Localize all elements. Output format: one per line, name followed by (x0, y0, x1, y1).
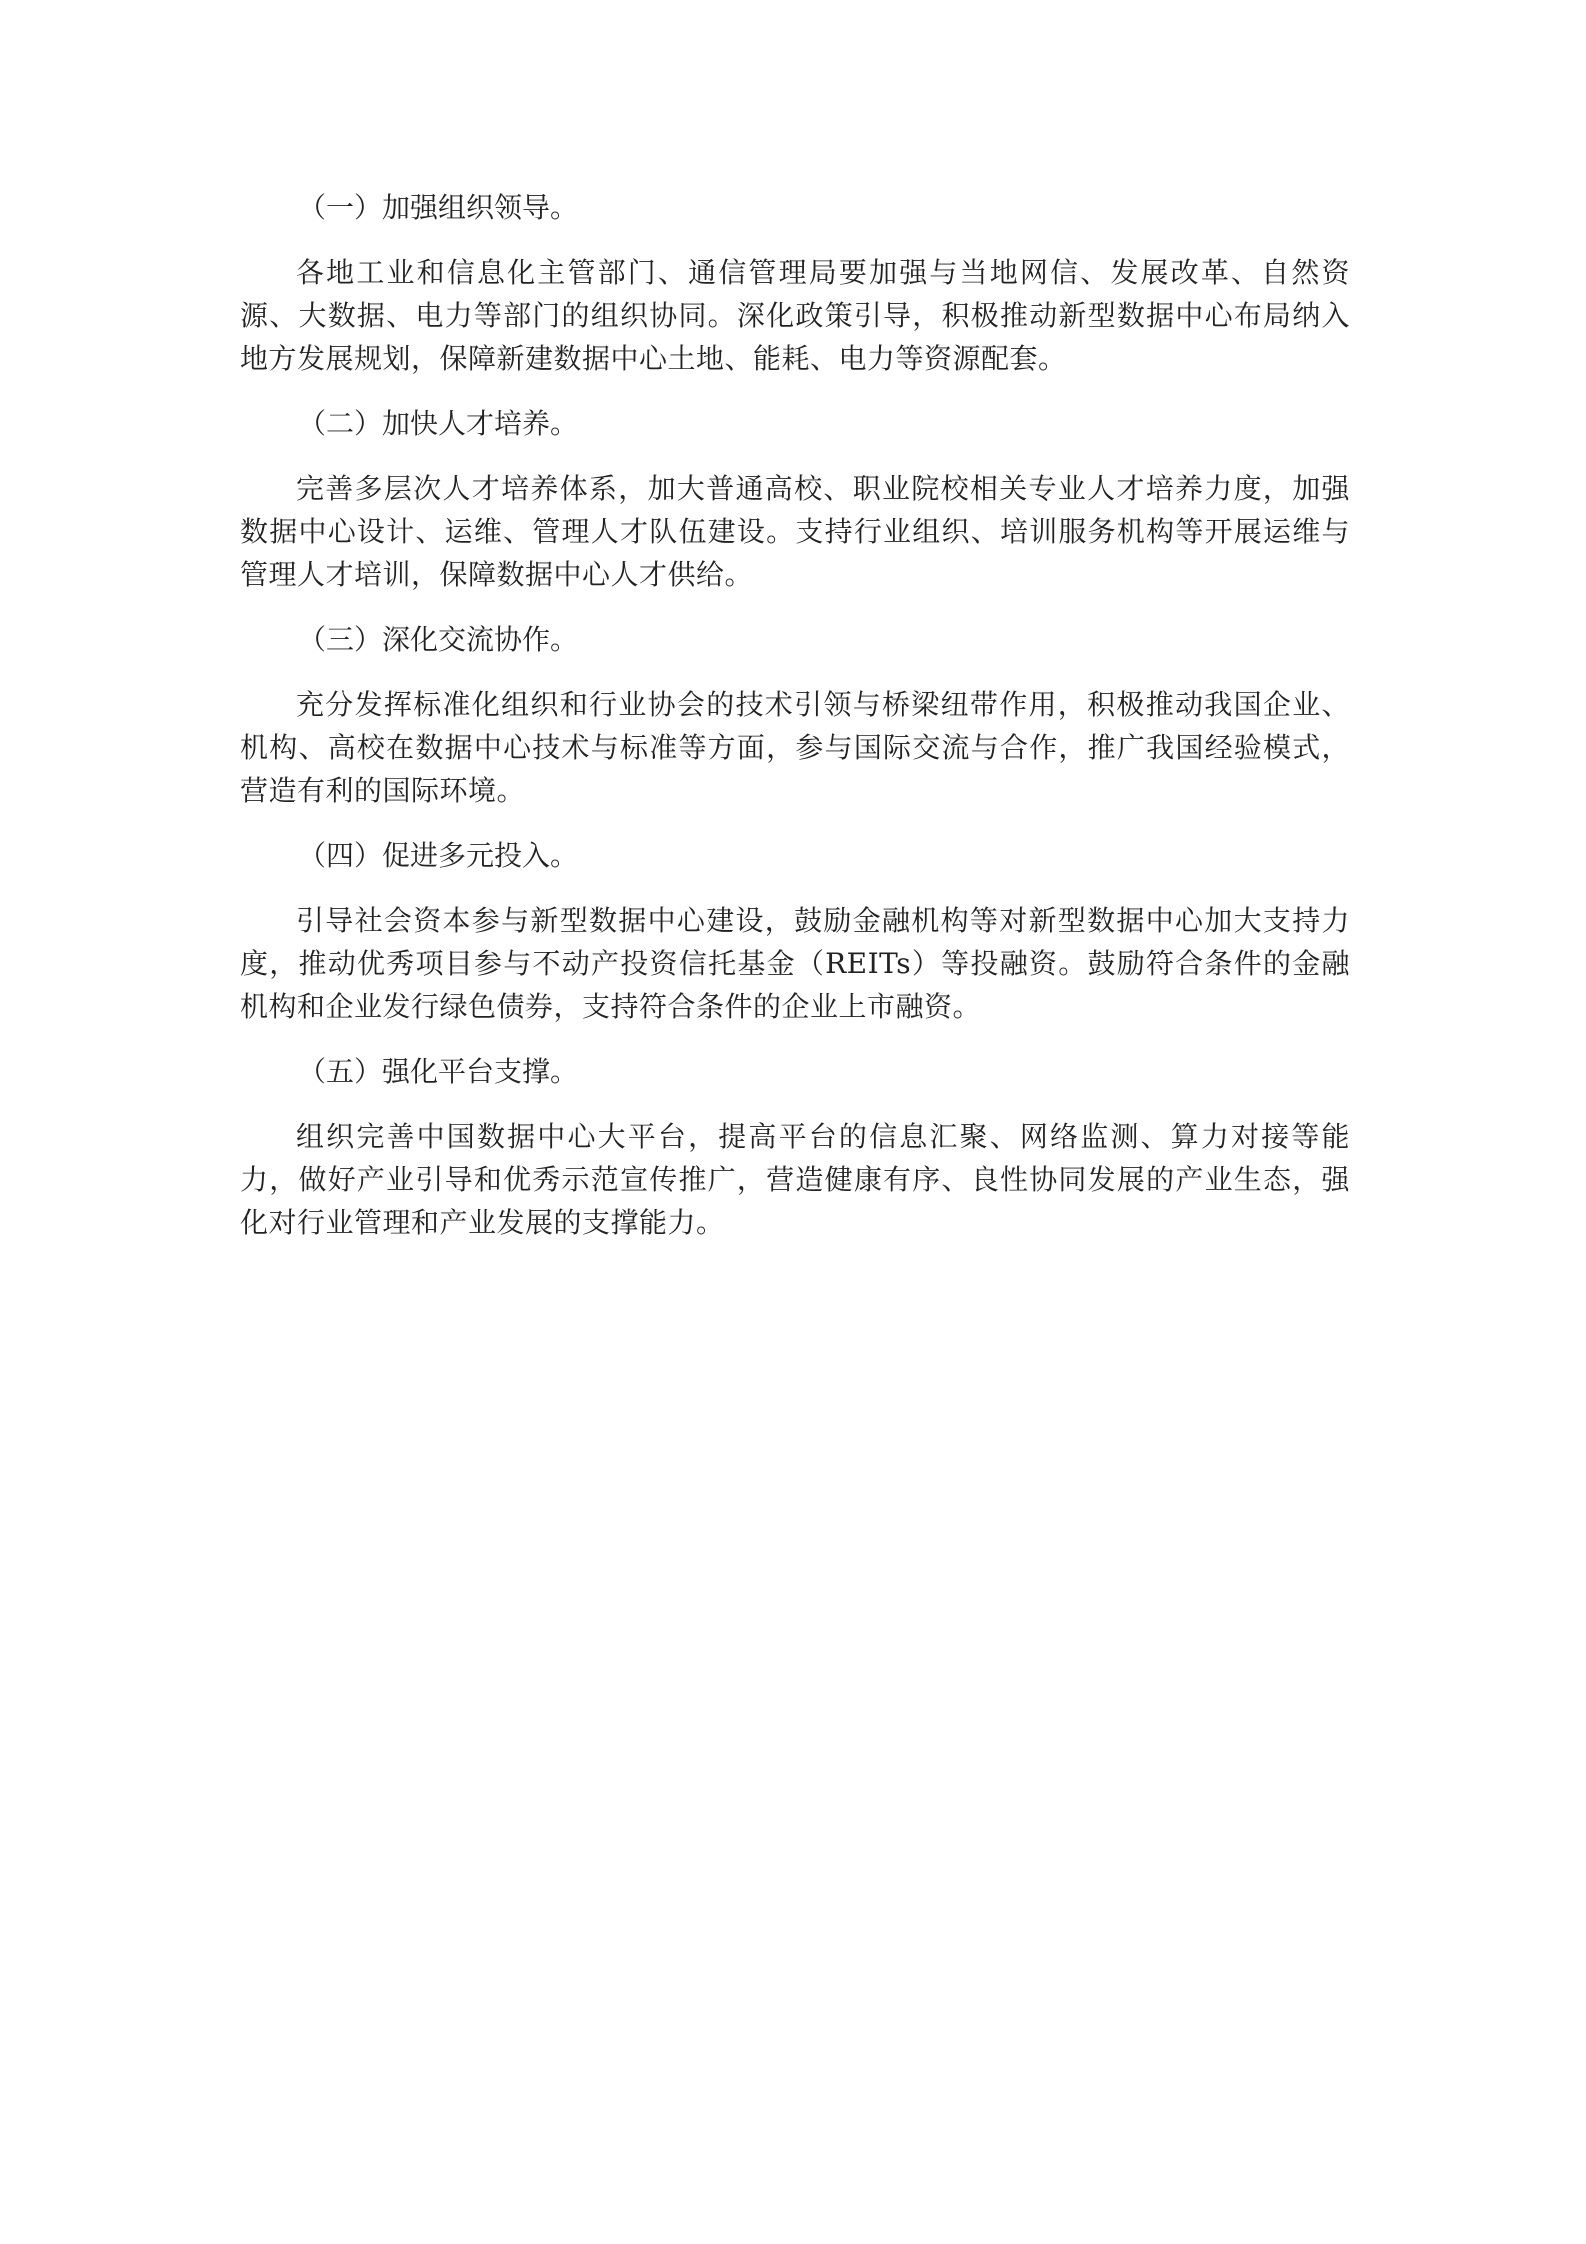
section-heading-1: （一）加强组织领导。 (298, 191, 579, 224)
section-body-5: 组织完善中国数据中心大平台，提高平台的信息汇聚、网络监测、算力对接等能力，做好产业引导和优秀示范宣传推广，营造健康有序、良性协同发展的产业生态，强化对行业管理和产业发展的支撑能力。 (240, 1120, 1350, 1239)
section-heading-3: （三）深化交流协作。 (298, 623, 579, 656)
document-content (240, 186, 1350, 1266)
section-body-1: 各地工业和信息化主管部门、通信管理局要加强与当地网信、发展改革、自然资源、大数据、电力等部门的组织协同。深化政策引导，积极推动新型数据中心布局纳入地方发展规划，保障新建数据中心土地、能耗、电力等资源配套。 (240, 256, 1350, 375)
section-heading-2: （二）加快人才培养。 (298, 407, 579, 440)
section-heading-5: （五）强化平台支撑。 (298, 1055, 579, 1088)
section-body-2: 完善多层次人才培养体系，加大普通高校、职业院校相关专业人才培养力度，加强数据中心设计、运维、管理人才队伍建设。支持行业组织、培训服务机构等开展运维与管理人才培训，保障数据中心人才供给。 (240, 472, 1350, 591)
section-heading-4: （四）促进多元投入。 (298, 839, 579, 872)
section-body-4: 引导社会资本参与新型数据中心建设，鼓励金融机构等对新型数据中心加大支持力度，推动优秀项目参与不动产投资信托基金（REITs）等投融资。鼓励符合条件的金融机构和企业发行绿色债券，支持符合条件的企业上市融资。 (240, 904, 1350, 1023)
section-body-3: 充分发挥标准化组织和行业协会的技术引领与桥梁纽带作用，积极推动我国企业、机构、高校在数据中心技术与标准等方面，参与国际交流与合作，推广我国经验模式，营造有利的国际环境。 (240, 688, 1350, 807)
